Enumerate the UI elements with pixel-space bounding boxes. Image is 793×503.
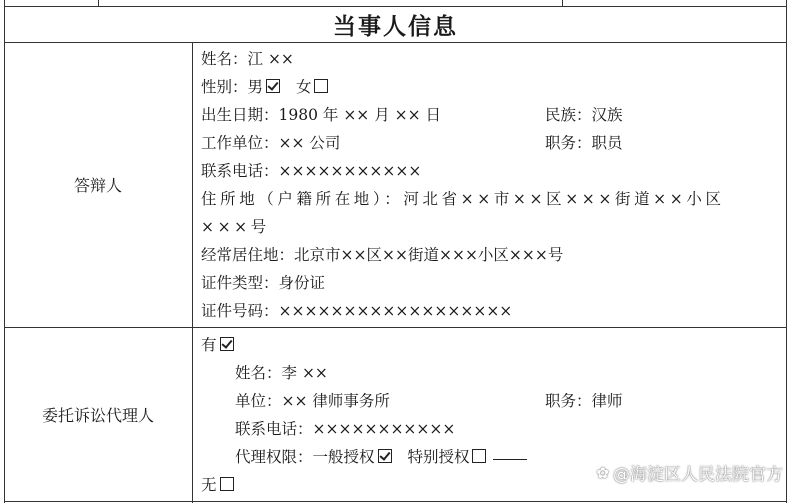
authority-special-checkbox[interactable] <box>472 449 486 463</box>
gender-female-checkbox[interactable] <box>314 79 328 93</box>
watermark: ✿ @海淀区人民法院官方 <box>596 463 783 485</box>
defendant-residence-cont: ×××号 <box>201 218 270 236</box>
defendant-phone-row: 联系电话：××××××××××× <box>201 162 422 180</box>
agent-none-row: 无 <box>201 471 237 499</box>
defendant-label: 答辩人 <box>73 176 122 195</box>
page-title: 当事人信息 <box>333 12 458 40</box>
defendant-workplace-row: 工作单位：×× 公司 <box>201 134 341 152</box>
gender-male-checkbox[interactable] <box>266 79 280 93</box>
agent-position: 职务：律师 <box>545 392 623 410</box>
agent-none-checkbox[interactable] <box>220 477 234 491</box>
agent-unit-row: 单位：×× 律师事务所 <box>235 392 390 410</box>
defendant-position: 职务：职员 <box>545 134 623 152</box>
agent-label: 委托诉讼代理人 <box>41 405 154 425</box>
defendant-birth-row: 出生日期：1980 年 ×× 月 ×× 日 <box>201 106 442 124</box>
column-divider <box>192 42 193 503</box>
defendant-idno-row: 证件号码：×××××××××××××××××× <box>201 302 513 320</box>
authority-general-checkbox[interactable] <box>378 449 392 463</box>
agent-name-row: 姓名：李 ×× <box>235 364 328 382</box>
agent-phone-row: 联系电话：××××××××××× <box>235 420 456 438</box>
authority-blank-line <box>493 459 527 460</box>
defendant-idtype-row: 证件类型：身份证 <box>201 274 326 292</box>
agent-has-row: 有 <box>201 331 237 359</box>
defendant-residence-row: 住所地（户籍所在地）：河北省××市××区×××街道××小区 <box>201 190 725 208</box>
defendant-name-row: 姓名：江 ×× <box>201 50 294 68</box>
defendant-habitual-row: 经常居住地：北京市××区××街道×××小区×××号 <box>201 246 564 264</box>
agent-has-checkbox[interactable] <box>220 337 234 351</box>
weibo-icon: ✿ <box>596 463 609 482</box>
defendant-ethnicity: 民族：汉族 <box>545 106 623 124</box>
table-rule <box>4 501 787 502</box>
agent-authority-row: 代理权限：一般授权 特别授权 <box>235 443 527 471</box>
defendant-gender-row: 性别：男 女 <box>201 73 331 101</box>
